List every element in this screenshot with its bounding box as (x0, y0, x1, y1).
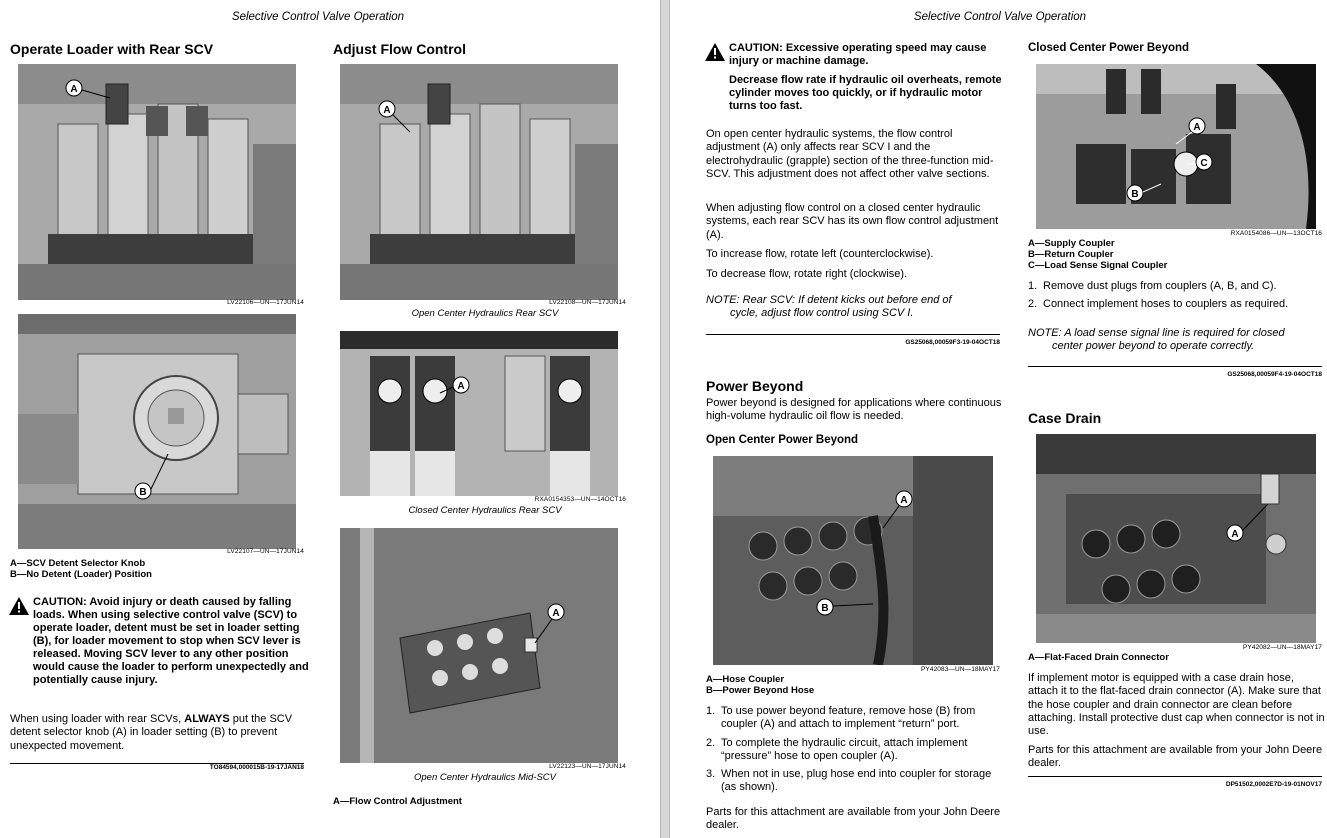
figure-loader-position (18, 314, 296, 549)
step-item: 1. Remove dust plugs from couplers (A, B, and C). (1028, 280, 1277, 292)
figure-closed-center-rear-scv (340, 331, 618, 496)
section-title-power-beyond: Power Beyond (706, 378, 804, 394)
figure-caption: Open Center Hydraulics Mid-SCV (413, 772, 557, 783)
doc-id: GS25068,00059F4-19-04OCT18 (1227, 371, 1322, 378)
note-rest: center power beyond to operate correctly. (1052, 340, 1255, 353)
note-load-sense (1028, 327, 1327, 354)
note-rear-scv (706, 294, 1006, 321)
figure-scv-detent-knob-drawing (18, 64, 296, 300)
step-text: To complete the hydraulic circuit, attach implement “pressure” hose to open coupler (A). (721, 736, 968, 762)
para-strong: ALWAYS (184, 713, 230, 725)
figure-code: PY42082—UN—18MAY17 (1243, 644, 1322, 651)
para-open-center: On open center hydraulic systems, the flow control adjustment (A) only affects rear SCV I and the electrohydraulic (grapple) section of the three-function mid-SCV. This adjustment does not affect other valve sections. (706, 128, 994, 180)
doc-id: DP51502,0002E7D-19-01NOV17 (1225, 781, 1322, 788)
step-text: To use power beyond feature, remove hose (B) from coupler (A) and attach to implement “return” port. (721, 705, 976, 731)
legend-closed-center (1028, 238, 1167, 271)
legend-item-b: B—Return Coupler (1028, 249, 1114, 260)
divider (1028, 366, 1322, 367)
note-rest: cycle, adjust flow control using SCV I. (730, 307, 914, 320)
figure-caption: Closed Center Hydraulics Rear SCV (408, 505, 562, 516)
callout-b-label: B (1131, 189, 1139, 200)
running-header: Selective Control Valve Operation (231, 11, 405, 23)
caution-excessive-speed (705, 42, 1005, 113)
figure-case-drain (1036, 434, 1316, 643)
legend-item-a: A—SCV Detent Selector Knob (10, 558, 146, 569)
note-first-line: NOTE: Rear SCV: If detent kicks out before end of (706, 294, 952, 306)
para-post: put the SCV detent selector knob (A) in loader setting (B) to prevent unexpected movement. (10, 713, 293, 752)
figure-code: LV22108—UN—17JUN14 (549, 299, 626, 306)
warning-triangle-icon (705, 43, 725, 61)
callout-a-label: A (552, 608, 560, 619)
para-parts: Parts for this attachment are available from your John Deere dealer. (706, 806, 1001, 832)
left-page (0, 0, 660, 838)
steps-closed-center (1028, 280, 1324, 317)
step-item: 2. To complete the hydraulic circuit, attach implement “pressure” hose to open coupler (A). (706, 736, 968, 762)
step-item: 1. To use power beyond feature, remove hose (B) from coupler (A) and attach to implement “return” port. (706, 705, 976, 731)
step-item: 3. When not in use, plug hose end into coupler for storage (as shown). (706, 768, 992, 794)
page-gutter (660, 0, 670, 838)
legend-item-a: A—Flat-Faced Drain Connector (1028, 652, 1169, 663)
figure-open-center-power-beyond (713, 456, 993, 665)
subsection-open-center-power-beyond: Open Center Power Beyond (706, 434, 859, 446)
legend-item-a: A—Hose Coupler (706, 674, 785, 685)
figure-code: RXA0154086—UN—13OCT16 (1230, 230, 1322, 237)
figure-loader-position-drawing (18, 314, 296, 549)
caution-falling-loads (9, 596, 309, 687)
legend-item-c: C—Load Sense Signal Coupler (1028, 260, 1168, 271)
step-text: Remove dust plugs from couplers (A, B, and C). (1043, 280, 1277, 292)
callout-a-label: A (900, 495, 908, 506)
callout-a-label: A (1231, 529, 1239, 540)
legend-flow-control (333, 796, 462, 807)
figure-case-drain-drawing (1036, 434, 1316, 643)
step-text: Connect implement hoses to couplers as required. (1043, 298, 1289, 311)
figure-open-center-power-beyond-drawing (713, 456, 993, 665)
callout-c-label: C (1200, 158, 1208, 169)
figure-open-center-rear-scv-drawing (340, 64, 618, 300)
callout-a-label: A (383, 105, 391, 116)
figure-closed-center-rear-scv-drawing (340, 331, 618, 496)
figure-code: LV22106—UN—17JUN14 (227, 299, 304, 306)
step-item: 2. Connect implement hoses to couplers as required. (1028, 298, 1289, 311)
callout-a-label: A (457, 381, 465, 392)
para-closed-center: When adjusting flow control on a closed center hydraulic systems, each rear SCV has its own flow control adjustment (A). (706, 202, 999, 241)
figure-closed-center-power-beyond-drawing (1036, 64, 1316, 229)
figure-caption: Open Center Hydraulics Rear SCV (411, 308, 559, 319)
section-title-operate-loader: Operate Loader with Rear SCV (10, 41, 214, 57)
divider (1028, 776, 1322, 777)
callout-b-label: B (821, 603, 829, 614)
divider (706, 334, 1000, 335)
para-power-beyond-intro: Power beyond is designed for applications where continuous high-volume hydraulic oil flow is needed. (706, 397, 1002, 423)
legend-power-beyond (706, 674, 814, 696)
figure-open-center-mid-scv-drawing (340, 528, 618, 763)
caution-text: CAUTION: Avoid injury or death caused by falling loads. When using selective control valve (SCV) to operate loader, detent must be set in loader setting (B), for loader movement to stop when SCV lever is released. Moving SCV lever to any other position would cause the loader to perform unexpectedly and potentially cause injury. (33, 596, 309, 686)
para-case-drain-parts: Parts for this attachment are available from your John Deere dealer. (1028, 744, 1323, 770)
para-pre: When using loader with rear SCVs, (10, 713, 185, 725)
note-first-line: NOTE: A load sense signal line is required for closed (1028, 327, 1285, 339)
caution-text: CAUTION: Excessive operating speed may cause injury or machine damage. (729, 42, 987, 67)
legend-item-a: A—Flow Control Adjustment (333, 796, 462, 807)
para-increase-flow: To increase flow, rotate left (counterclockwise). (706, 248, 934, 260)
right-page (670, 0, 1327, 838)
running-header: Selective Control Valve Operation (913, 11, 1087, 23)
legend-operate-loader (10, 558, 152, 580)
figure-open-center-rear-scv (340, 64, 618, 300)
para-case-drain: If implement motor is equipped with a case drain hose, attach it to the flat-faced drain connector (A). Make sure that the hose coupler and drain connector are clean before attaching. Install protective dust cap when connector is not in use. (1028, 672, 1325, 738)
section-title-case-drain: Case Drain (1028, 410, 1102, 426)
doc-id: TO84594,000015B-19-17JAN18 (209, 764, 304, 771)
figure-code: LV22107—UN—17JUN14 (227, 548, 304, 555)
warning-triangle-icon (9, 597, 29, 615)
para-decrease-flow: To decrease flow, rotate right (clockwise). (706, 268, 908, 280)
step-text: When not in use, plug hose end into coupler for storage (as shown). (721, 768, 992, 794)
legend-item-a: A—Supply Coupler (1028, 238, 1115, 249)
section-title-adjust-flow: Adjust Flow Control (333, 41, 466, 57)
legend-case-drain (1028, 652, 1169, 663)
doc-id: GS25068,00059F3-19-04OCT18 (905, 339, 1000, 346)
legend-item-b: B—No Detent (Loader) Position (10, 569, 152, 580)
figure-code: RXA0154353—UN—14OCT16 (534, 496, 626, 503)
caution-extra-text: Decrease flow rate if hydraulic oil overheats, remote cylinder moves too quickly, or if hydraulic motor turns too fast. (729, 74, 1002, 112)
legend-item-b: B—Power Beyond Hose (706, 685, 815, 696)
para-loader-always (10, 713, 306, 753)
figure-scv-detent-knob (18, 64, 296, 300)
figure-closed-center-power-beyond (1036, 64, 1316, 229)
callout-a-label: A (1193, 122, 1201, 133)
subsection-closed-center-power-beyond: Closed Center Power Beyond (1028, 42, 1190, 54)
figure-code: LV22123—UN—17JUN14 (549, 763, 626, 770)
figure-open-center-mid-scv (340, 528, 618, 763)
callout-b-label: B (139, 487, 147, 498)
figure-code: PY42083—UN—18MAY17 (921, 666, 1000, 673)
callout-a-label: A (70, 84, 78, 95)
steps-power-beyond (706, 705, 1002, 800)
